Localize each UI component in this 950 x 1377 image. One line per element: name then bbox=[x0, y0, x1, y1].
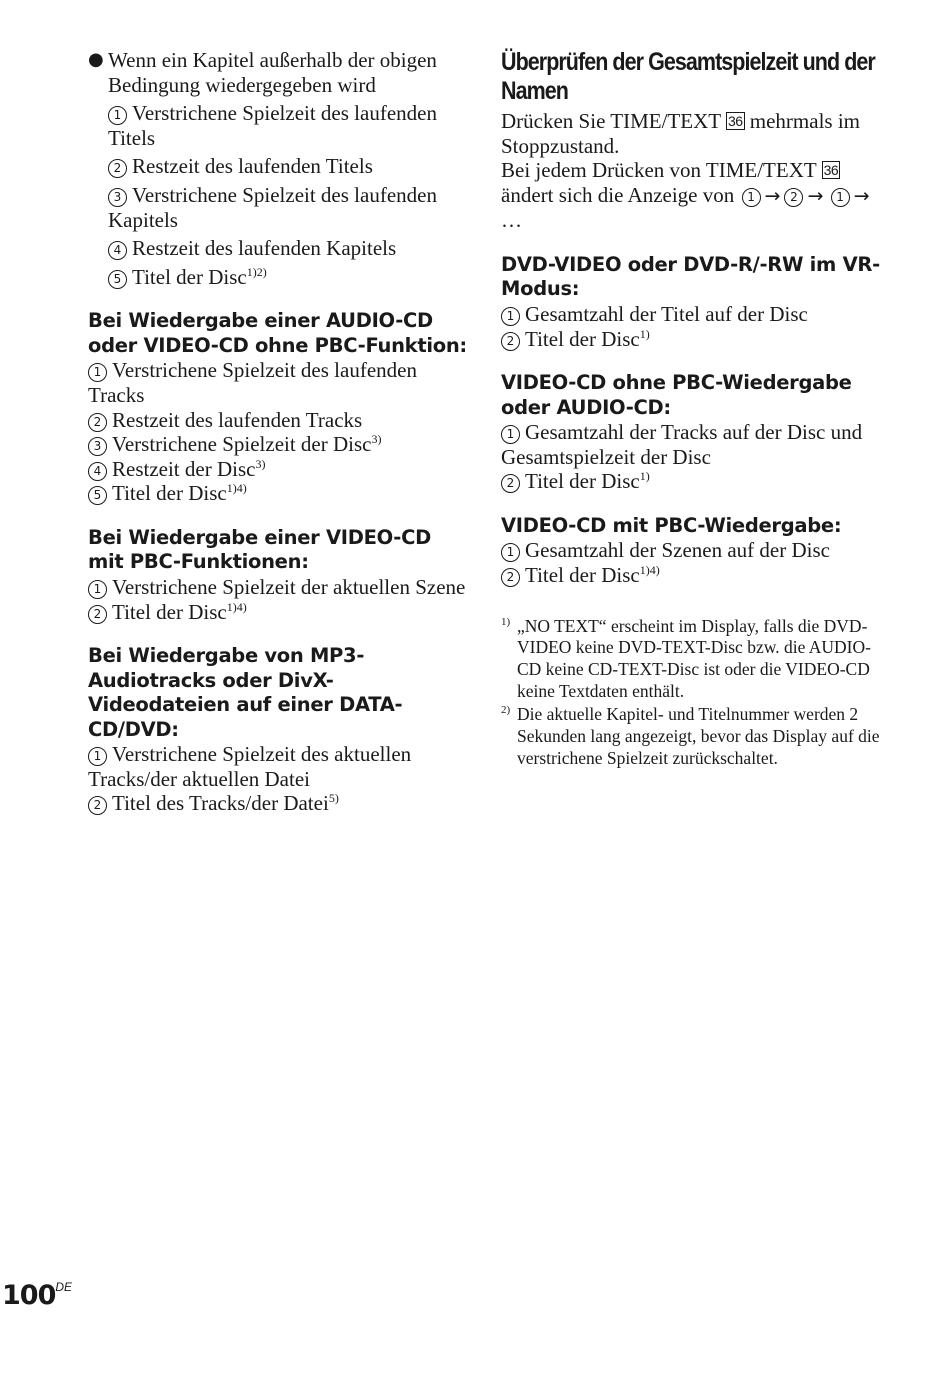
footnotes bbox=[501, 616, 881, 770]
section-heading: Bei Wiedergabe einer VIDEO-CD mit PBC-Funktionen: bbox=[88, 525, 431, 574]
footnote-ref: 5) bbox=[328, 791, 339, 806]
circled-number-icon: 1 bbox=[742, 188, 761, 207]
circled-number-icon: 2 bbox=[501, 474, 520, 493]
footnote-ref: 1)4) bbox=[226, 599, 247, 614]
section-heading: Bei Wiedergabe einer AUDIO-CD oder VIDEO-CD ohne PBC-Funktion: bbox=[88, 309, 467, 357]
item-text: Gesamtzahl der Tracks auf der Disc und Gesamtspielzeit der Disc bbox=[501, 420, 863, 469]
item-text: Verstrichene Spielzeit des laufenden Kapitels bbox=[108, 182, 437, 232]
circled-number-icon: 4 bbox=[88, 462, 107, 481]
footnote-ref: 1) bbox=[639, 326, 650, 341]
footnote-ref: 1) bbox=[639, 469, 650, 484]
intro-text: Drücken Sie TIME/TEXT bbox=[501, 109, 721, 133]
item-text: Titel der Disc bbox=[525, 563, 640, 588]
list-item bbox=[501, 302, 881, 327]
item-text: Restzeit des laufenden Kapitels bbox=[132, 236, 397, 261]
section-heading: DVD-VIDEO oder DVD-R/-RW im VR-Modus: bbox=[501, 252, 880, 301]
bullet-icon: ● bbox=[88, 49, 104, 70]
circled-number-icon: 5 bbox=[108, 270, 127, 289]
intro-text: ändert sich die Anzeige von bbox=[501, 182, 735, 207]
item-text: Restzeit des laufenden Tracks bbox=[112, 407, 363, 432]
circled-number-icon: 2 bbox=[501, 568, 520, 587]
list-item bbox=[501, 469, 881, 494]
intro-paragraph bbox=[501, 158, 881, 233]
page-number-value: 100 bbox=[2, 1280, 56, 1311]
item-text: Gesamtzahl der Szenen auf der Disc bbox=[525, 538, 830, 563]
arrow-right-icon: → bbox=[764, 184, 781, 207]
list-item bbox=[88, 791, 468, 816]
arrow-right-icon: → bbox=[853, 184, 870, 207]
button-number-icon: 36 bbox=[727, 113, 743, 129]
list-item bbox=[88, 481, 468, 506]
circled-number-icon: 4 bbox=[108, 241, 127, 260]
intro-text: Bei jedem Drücken von TIME/TEXT bbox=[501, 158, 817, 183]
item-text: Gesamtzahl der Titel auf der Disc bbox=[525, 301, 808, 326]
circled-number-icon: 1 bbox=[501, 543, 520, 562]
circled-number-icon: 2 bbox=[88, 413, 107, 432]
list-item bbox=[88, 600, 468, 625]
arrow-right-icon: → bbox=[807, 184, 824, 207]
item-text: Verstrichene Spielzeit des laufenden Tracks bbox=[88, 358, 417, 407]
circled-number-icon: 3 bbox=[108, 188, 127, 207]
list-item bbox=[88, 457, 468, 482]
circled-number-icon: 2 bbox=[501, 332, 520, 351]
footnote-ref: 3) bbox=[371, 432, 382, 447]
item-text: Verstrichene Spielzeit des aktuellen Tracks/der aktuellen Datei bbox=[88, 742, 412, 791]
list-item bbox=[108, 183, 468, 232]
list-item bbox=[108, 101, 468, 150]
item-text: Titel des Tracks/der Datei bbox=[112, 791, 329, 816]
intro-text: mehrmals im Stoppzustand. bbox=[501, 109, 860, 158]
list-item bbox=[501, 538, 881, 563]
item-text: Verstrichene Spielzeit des laufenden Titels bbox=[108, 101, 437, 150]
circled-number-icon: 1 bbox=[88, 580, 107, 599]
circled-number-icon: 1 bbox=[108, 106, 127, 125]
page-number bbox=[2, 1280, 72, 1311]
item-text: Verstrichene Spielzeit der aktuellen Szene bbox=[112, 574, 466, 599]
footnote bbox=[501, 704, 881, 769]
page-language-suffix: DE bbox=[55, 1280, 73, 1294]
list-item bbox=[88, 358, 468, 407]
bullet-text: Wenn ein Kapitel außerhalb der obigen Bedingung wiedergegeben wird bbox=[108, 48, 437, 97]
circled-number-icon: 1 bbox=[88, 363, 107, 382]
item-text: Restzeit der Disc bbox=[112, 456, 256, 481]
section-heading: Bei Wiedergabe von MP3-Audiotracks oder DivX-Videodateien auf einer DATA-CD/DVD: bbox=[88, 644, 403, 741]
left-column bbox=[88, 48, 468, 816]
circled-number-icon: 3 bbox=[88, 437, 107, 456]
circled-number-icon: 1 bbox=[88, 747, 107, 766]
footnote-ref: 1)4) bbox=[226, 481, 247, 496]
list-item bbox=[501, 563, 881, 588]
circled-number-icon: 5 bbox=[88, 486, 107, 505]
circled-number-icon: 2 bbox=[88, 796, 107, 815]
footnote bbox=[501, 616, 881, 703]
circled-number-icon: 2 bbox=[88, 605, 107, 624]
footnote-mark: 1) bbox=[501, 615, 511, 628]
bullet-item bbox=[88, 48, 468, 289]
item-text: Titel der Disc bbox=[112, 599, 227, 624]
footnote-text: „NO TEXT“ erscheint im Display, falls die DVD-VIDEO keine DVD-TEXT-Disc bzw. die AUDIO-CD keine CD-TEXT-Disc ist oder die VIDEO-CD keine Textdaten enthält. bbox=[517, 615, 871, 701]
ellipsis: … bbox=[501, 208, 522, 233]
footnote-ref: 3) bbox=[255, 456, 266, 471]
button-number-icon: 36 bbox=[823, 162, 839, 179]
item-text: Titel der Disc bbox=[525, 326, 640, 351]
footnote-mark: 2) bbox=[501, 704, 511, 717]
footnote-ref: 1)2) bbox=[246, 264, 267, 279]
item-text: Titel der Disc bbox=[112, 481, 227, 506]
page-title: Überprüfen der Gesamtspielzeit und der Namen bbox=[501, 48, 875, 105]
circled-number-icon: 2 bbox=[108, 159, 127, 178]
list-item bbox=[88, 575, 468, 600]
circled-number-icon: 2 bbox=[784, 188, 803, 207]
item-text: Verstrichene Spielzeit der Disc bbox=[112, 432, 372, 457]
circled-number-icon: 1 bbox=[501, 307, 520, 326]
item-text: Restzeit des laufenden Titels bbox=[132, 154, 373, 179]
circled-number-icon: 1 bbox=[831, 188, 850, 207]
intro-paragraph bbox=[501, 109, 881, 158]
list-item bbox=[88, 432, 468, 457]
list-item bbox=[108, 154, 468, 179]
list-item bbox=[108, 236, 468, 261]
list-item bbox=[501, 327, 881, 352]
item-text: Titel der Disc bbox=[525, 469, 640, 494]
section-heading: VIDEO-CD ohne PBC-Wiedergabe oder AUDIO-CD: bbox=[501, 371, 852, 419]
item-text: Titel der Disc bbox=[132, 264, 247, 289]
footnote-text: Die aktuelle Kapitel- und Titelnummer werden 2 Sekunden lang angezeigt, bevor das Display auf die verstrichene Spielzeit zurückschaltet. bbox=[517, 704, 880, 768]
list-item bbox=[108, 265, 468, 290]
list-item bbox=[501, 420, 881, 469]
list-item bbox=[88, 742, 468, 791]
section-heading: VIDEO-CD mit PBC-Wiedergabe: bbox=[501, 513, 842, 537]
right-column bbox=[501, 48, 881, 772]
list-item bbox=[88, 408, 468, 433]
circled-number-icon: 1 bbox=[501, 425, 520, 444]
footnote-ref: 1)4) bbox=[639, 563, 660, 578]
